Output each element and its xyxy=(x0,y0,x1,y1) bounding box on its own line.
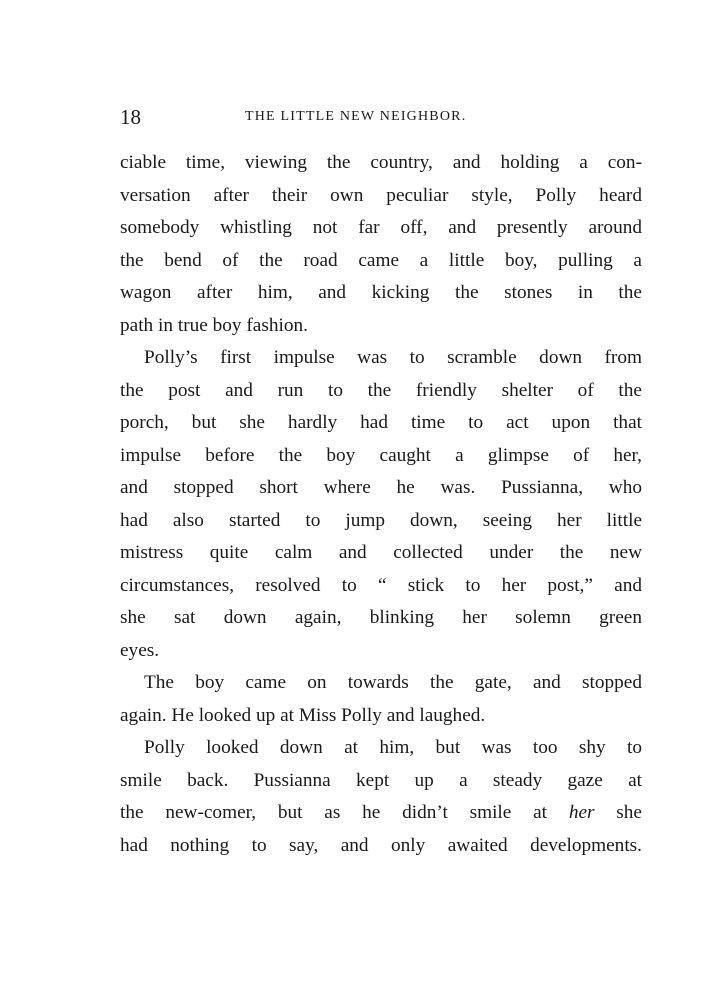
text-line: path in true boy fashion. xyxy=(120,314,308,336)
text-line: circumstances, resolved to “ stick to her post,” and xyxy=(120,574,642,596)
text-line-with-italic xyxy=(120,797,642,830)
text-line: somebody whistling not far off, and presently around xyxy=(120,217,642,238)
text-line: she sat down again, blinking her solemn green xyxy=(120,607,642,628)
text-line: wagon after him, and kicking the stones in the xyxy=(120,282,642,303)
text-line: the post and run to the friendly shelter of the xyxy=(120,379,642,401)
text-line: had also started to jump down, seeing her little xyxy=(120,509,642,531)
text-segment: the new-comer, but as he didn’t smile at xyxy=(120,802,569,823)
text-line: Polly looked down at him, but was too shy to xyxy=(144,737,642,758)
text-line: ciable time, viewing the country, and holding a con- xyxy=(120,152,642,173)
text-line: impulse before the boy caught a glimpse of her, xyxy=(120,444,642,466)
text-line: porch, but she hardly had time to act upon that xyxy=(120,412,642,433)
text-line: the bend of the road came a little boy, pulling a xyxy=(120,249,642,271)
text-line: smile back. Pussianna kept up a steady gaze at xyxy=(120,769,642,791)
text-line: eyes. xyxy=(120,639,160,661)
text-line: versation after their own peculiar style, Polly heard xyxy=(120,184,642,206)
text-line: had nothing to say, and only awaited developments. xyxy=(120,834,642,856)
italic-word: her xyxy=(568,802,595,823)
text-line: Polly’s first impulse was to scramble down from xyxy=(144,347,642,368)
text-line: The boy came on towards the gate, and stopped xyxy=(144,672,642,693)
text-line: and stopped short where he was. Pussianna, who xyxy=(120,477,642,498)
text-line: mistress quite calm and collected under the new xyxy=(120,542,642,563)
page-number: 18 xyxy=(120,105,141,129)
running-head xyxy=(120,104,642,130)
running-title: THE LITTLE NEW NEIGHBOR. xyxy=(245,109,467,124)
body-text xyxy=(120,147,642,862)
text-segment: she xyxy=(594,802,642,823)
text-line: again. He looked up at Miss Polly and laughed. xyxy=(120,704,486,726)
